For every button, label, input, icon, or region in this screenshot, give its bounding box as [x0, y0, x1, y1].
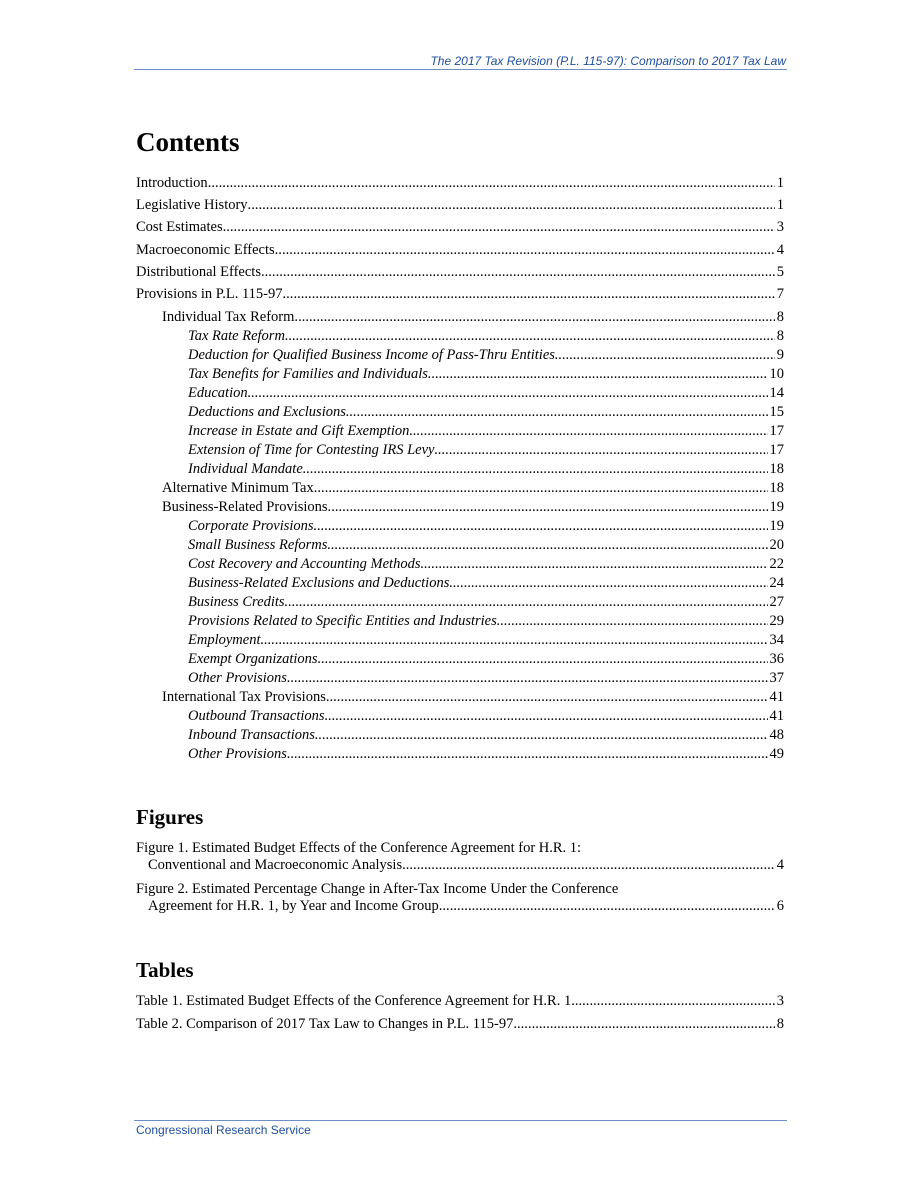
toc-entry-label: Cost Recovery and Accounting Methods [188, 556, 421, 572]
toc-entry-page: 49 [769, 746, 784, 762]
toc-entry-label: Extension of Time for Contesting IRS Levy [188, 442, 435, 458]
dot-leader [223, 219, 775, 236]
toc-entry-page: 18 [769, 461, 784, 477]
toc-entry-page: 22 [769, 556, 784, 572]
dot-leader [318, 651, 768, 668]
figure-list-entry[interactable] [136, 881, 784, 915]
toc-entry-label: Individual Mandate [188, 461, 303, 477]
footer-divider [134, 1120, 787, 1121]
dot-leader [428, 366, 768, 383]
toc-entry-page: 10 [769, 366, 784, 382]
toc-entry-label: Education [188, 385, 248, 401]
dot-leader [285, 328, 775, 345]
toc-entry[interactable] [136, 575, 784, 592]
toc-entry[interactable] [136, 423, 784, 440]
dot-leader [248, 385, 768, 402]
figure-list-entry[interactable] [136, 840, 784, 874]
dot-leader [314, 480, 768, 497]
dot-leader [260, 632, 767, 649]
dot-leader [409, 423, 767, 440]
dot-leader [294, 309, 774, 326]
toc-entry[interactable] [136, 594, 784, 611]
toc-entry-page: 19 [769, 518, 784, 534]
toc-entry[interactable] [136, 537, 784, 554]
toc-entry-page: 17 [769, 442, 784, 458]
toc-entry-label: Deductions and Exclusions [188, 404, 346, 420]
toc-entry[interactable] [136, 404, 784, 421]
toc-entry-label: Alternative Minimum Tax [162, 480, 314, 496]
dot-leader [449, 575, 767, 592]
figure-entry-page: 6 [776, 898, 784, 914]
toc-entry-label: Individual Tax Reform [162, 309, 295, 325]
toc-entry[interactable] [136, 746, 784, 763]
toc-entry[interactable] [136, 328, 784, 345]
toc-entry-label: Exempt Organizations [188, 651, 318, 667]
tables-heading: Tables [136, 958, 194, 982]
dot-leader [497, 613, 768, 630]
toc-entry-label: Increase in Estate and Gift Exemption [188, 423, 410, 439]
dot-leader [402, 857, 775, 874]
toc-entry-label: Distributional Effects [136, 264, 261, 280]
toc-entry-label: Business Credits [188, 594, 285, 610]
toc-entry[interactable] [136, 347, 784, 364]
toc-entry-page: 17 [769, 423, 784, 439]
dot-leader [275, 242, 775, 259]
dot-leader [434, 442, 767, 459]
toc-entry-page: 15 [769, 404, 784, 420]
toc-entry[interactable] [136, 197, 784, 214]
dot-leader [328, 499, 768, 516]
toc-entry[interactable] [136, 442, 784, 459]
dot-leader [420, 556, 767, 573]
toc-entry-label: Provisions in P.L. 115-97 [136, 286, 283, 302]
toc-entry[interactable] [136, 518, 784, 535]
toc-entry[interactable] [136, 632, 784, 649]
table-entry-page: 3 [776, 993, 784, 1009]
toc-entry-page: 5 [776, 264, 784, 280]
toc-entry[interactable] [136, 613, 784, 630]
toc-entry-page: 14 [769, 385, 784, 401]
dot-leader [439, 898, 775, 915]
toc-entry-page: 19 [769, 499, 784, 515]
toc-entry-label: Macroeconomic Effects [136, 242, 275, 258]
toc-entry[interactable] [136, 708, 784, 725]
toc-entry[interactable] [136, 461, 784, 478]
toc-entry[interactable] [136, 242, 784, 259]
toc-entry[interactable] [136, 499, 784, 516]
dot-leader [327, 537, 767, 554]
dot-leader [513, 1016, 774, 1033]
toc-entry-page: 1 [776, 175, 784, 191]
toc-entry-page: 20 [769, 537, 784, 553]
toc-entry-page: 37 [769, 670, 784, 686]
toc-entry[interactable] [136, 556, 784, 573]
toc-entry-page: 36 [769, 651, 784, 667]
toc-entry[interactable] [136, 689, 784, 706]
toc-entry-label: Outbound Transactions [188, 708, 325, 724]
dot-leader [248, 197, 775, 214]
dot-leader [283, 286, 775, 303]
table-entry-label: Table 1. Estimated Budget Effects of the Conference Agreement for H.R. 1 [136, 993, 572, 1009]
toc-entry[interactable] [136, 385, 784, 402]
toc-entry-label: Tax Benefits for Families and Individuals [188, 366, 428, 382]
table-entry-label: Table 2. Comparison of 2017 Tax Law to Changes in P.L. 115-97 [136, 1016, 514, 1032]
toc-entry[interactable] [136, 219, 784, 236]
contents-heading: Contents [136, 127, 240, 157]
toc-entry[interactable] [136, 264, 784, 281]
toc-entry-label: Other Provisions [188, 746, 287, 762]
toc-entry[interactable] [136, 309, 784, 326]
toc-entry[interactable] [136, 651, 784, 668]
toc-entry-label: Business-Related Provisions [162, 499, 328, 515]
toc-entry-page: 8 [776, 328, 784, 344]
toc-entry-page: 27 [769, 594, 784, 610]
figure-entry-label-cont: Conventional and Macroeconomic Analysis [148, 857, 403, 873]
toc-entry[interactable] [136, 727, 784, 744]
toc-entry[interactable] [136, 670, 784, 687]
toc-entry-page: 9 [776, 347, 784, 363]
toc-entry-label: Legislative History [136, 197, 248, 213]
dot-leader [208, 175, 775, 192]
dot-leader [287, 670, 768, 687]
toc-entry[interactable] [136, 175, 784, 192]
dot-leader [261, 264, 775, 281]
dot-leader [326, 689, 768, 706]
dot-leader [571, 993, 775, 1010]
dot-leader [314, 518, 768, 535]
toc-entry-page: 48 [769, 727, 784, 743]
toc-entry-label: Cost Estimates [136, 219, 223, 235]
toc-entry-page: 7 [776, 286, 784, 302]
toc-entry-page: 29 [769, 613, 784, 629]
dot-leader [346, 404, 768, 421]
figure-entry-page: 4 [776, 857, 784, 873]
dot-leader [287, 746, 768, 763]
toc-entry-page: 18 [769, 480, 784, 496]
table-list-entry[interactable] [136, 993, 784, 1010]
toc-entry-page: 24 [769, 575, 784, 591]
table-entry-page: 8 [776, 1016, 784, 1032]
toc-entry[interactable] [136, 480, 784, 497]
toc-entry-page: 8 [776, 309, 784, 325]
toc-entry-page: 3 [776, 219, 784, 235]
toc-entry-label: Introduction [136, 175, 208, 191]
toc-entry-label: Business-Related Exclusions and Deductions [188, 575, 450, 591]
toc-entry[interactable] [136, 366, 784, 383]
table-list-entry[interactable] [136, 1016, 784, 1033]
toc-entry-label: Deduction for Qualified Business Income of Pass-Thru Entities [188, 347, 555, 363]
dot-leader [285, 594, 768, 611]
dot-leader [555, 347, 775, 364]
toc-entry-page: 41 [769, 689, 784, 705]
figure-entry-label: Figure 1. Estimated Budget Effects of the Conference Agreement for H.R. 1: [136, 840, 582, 856]
toc-entry-page: 4 [776, 242, 784, 258]
toc-entry[interactable] [136, 286, 784, 303]
toc-entry-label: Corporate Provisions [188, 518, 314, 534]
dot-leader [325, 708, 768, 725]
toc-entry-label: International Tax Provisions [162, 689, 326, 705]
running-header-title: The 2017 Tax Revision (P.L. 115-97): Comparison to 2017 Tax Law [430, 54, 786, 68]
figure-entry-label-cont: Agreement for H.R. 1, by Year and Income Group [148, 898, 439, 914]
toc-entry-label: Provisions Related to Specific Entities and Industries [188, 613, 497, 629]
toc-entry-label: Small Business Reforms [188, 537, 328, 553]
toc-entry-page: 1 [776, 197, 784, 213]
dot-leader [303, 461, 768, 478]
toc-entry-page: 34 [769, 632, 784, 648]
header-divider [134, 69, 787, 70]
toc-entry-label: Tax Rate Reform [188, 328, 285, 344]
figures-heading: Figures [136, 805, 204, 829]
toc-entry-page: 41 [769, 708, 784, 724]
toc-entry-label: Other Provisions [188, 670, 287, 686]
toc-entry-label: Inbound Transactions [188, 727, 315, 743]
toc-entry-label: Employment [188, 632, 261, 648]
figure-entry-label: Figure 2. Estimated Percentage Change in After-Tax Income Under the Conference [136, 881, 619, 897]
footer-publisher: Congressional Research Service [136, 1123, 311, 1137]
dot-leader [315, 727, 768, 744]
